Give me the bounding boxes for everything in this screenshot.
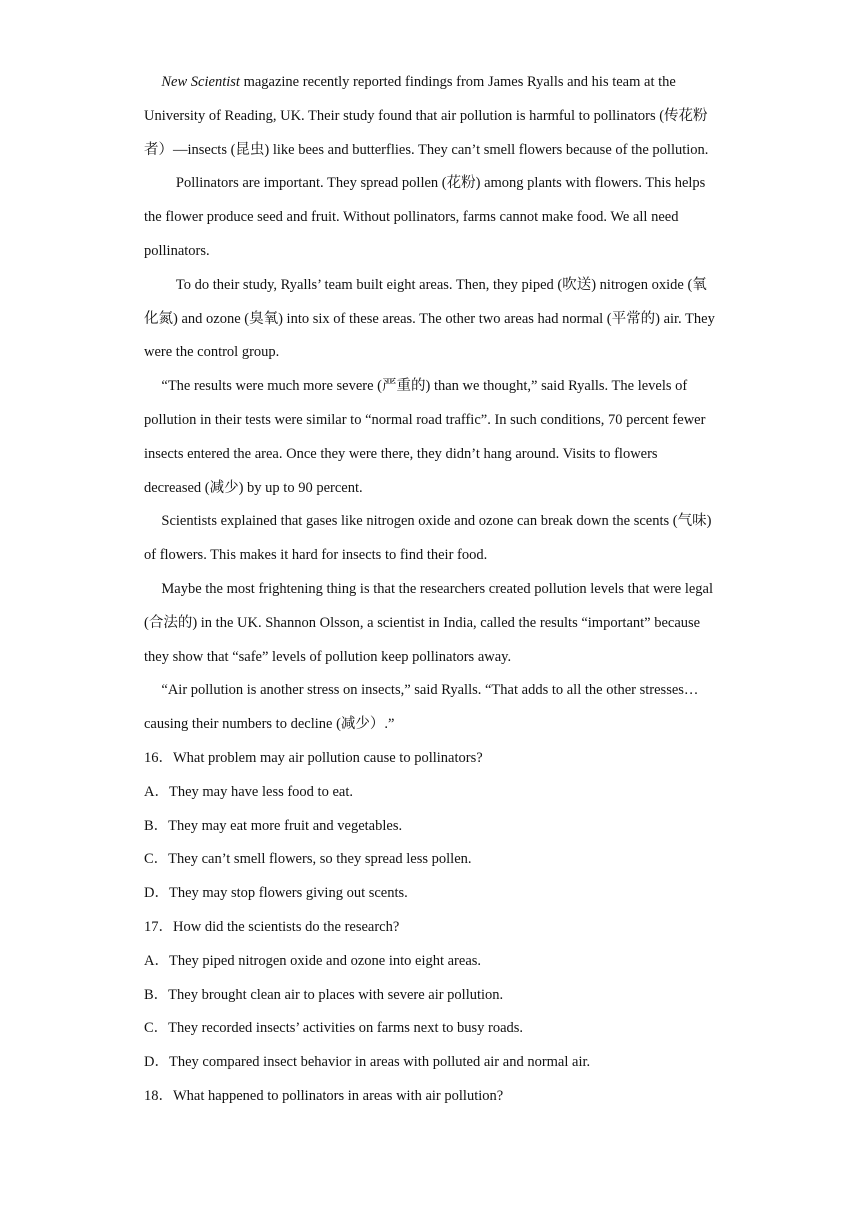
option-a: A．They may have less food to eat. xyxy=(144,783,353,800)
option-c: C．They can’t smell flowers, so they spread less pollen. xyxy=(144,851,472,868)
question-stem: 17．How did the scientists do the research? xyxy=(144,918,400,935)
passage-paragraph-6: Maybe the most frightening thing is that the researchers created pollution levels that were legal (合法的) in the UK. Shannon Olsson, a scientist in India, called the results “important” because they show that “safe” levels of pollution keep pollinators away. xyxy=(144,580,714,665)
passage-paragraph-1 xyxy=(144,66,716,167)
option-b: B．They brought clean air to places with severe air pollution. xyxy=(144,986,504,1003)
document-page xyxy=(144,66,716,1114)
question-18 xyxy=(144,1080,716,1114)
passage-paragraph-5: Scientists explained that gases like nitrogen oxide and ozone can break down the scents (气味) of flowers. This makes it hard for insects to find their food. xyxy=(144,513,712,564)
option-b: B．They may eat more fruit and vegetables. xyxy=(144,817,403,834)
passage-paragraph-7: “Air pollution is another stress on insects,” said Ryalls. “That adds to all the other stresses…causing their numbers to decline (减少）.” xyxy=(144,682,699,733)
magazine-title: New Scientist xyxy=(161,74,240,90)
question-stem: 18．What happened to pollinators in areas with air pollution? xyxy=(144,1087,504,1104)
passage-paragraph-4: “The results were much more severe (严重的) than we thought,” said Ryalls. The levels of pollution in their tests were similar to “normal road traffic”. In such conditions, 70 percent fewer insects entered the area. Once they were there, they didn’t hang around. Visits to flowers decreased (减少) by up to 90 percent. xyxy=(144,378,706,496)
passage-paragraph-3: To do their study, Ryalls’ team built eight areas. Then, they piped (吹送) nitrogen oxide (氧化氮) and ozone (臭氧) into six of these areas. The other two areas had normal (平常的) air. They were the control group. xyxy=(144,276,715,361)
passage-paragraph-2: Pollinators are important. They spread pollen (花粉) among plants with flowers. This helps the flower produce seed and fruit. Without pollinators, farms cannot make food. We all need pollinators. xyxy=(144,175,706,259)
question-17 xyxy=(144,911,716,1080)
paragraph-1-text: magazine recently reported findings from James Ryalls and his team at the University of Reading, UK. Their study found that air pollution is harmful to pollinators (传花粉者）—insects (昆虫) like bees and butterflies. They can’t smell flowers because of the pollution. xyxy=(144,74,709,158)
question-16 xyxy=(144,742,716,911)
question-stem: 16．What problem may air pollution cause to pollinators? xyxy=(144,749,483,766)
option-c: C．They recorded insects’ activities on farms next to busy roads. xyxy=(144,1020,524,1037)
option-d: D．They may stop flowers giving out scents. xyxy=(144,885,408,902)
option-d: D．They compared insect behavior in areas with polluted air and normal air. xyxy=(144,1054,591,1071)
option-a: A．They piped nitrogen oxide and ozone into eight areas. xyxy=(144,952,482,969)
